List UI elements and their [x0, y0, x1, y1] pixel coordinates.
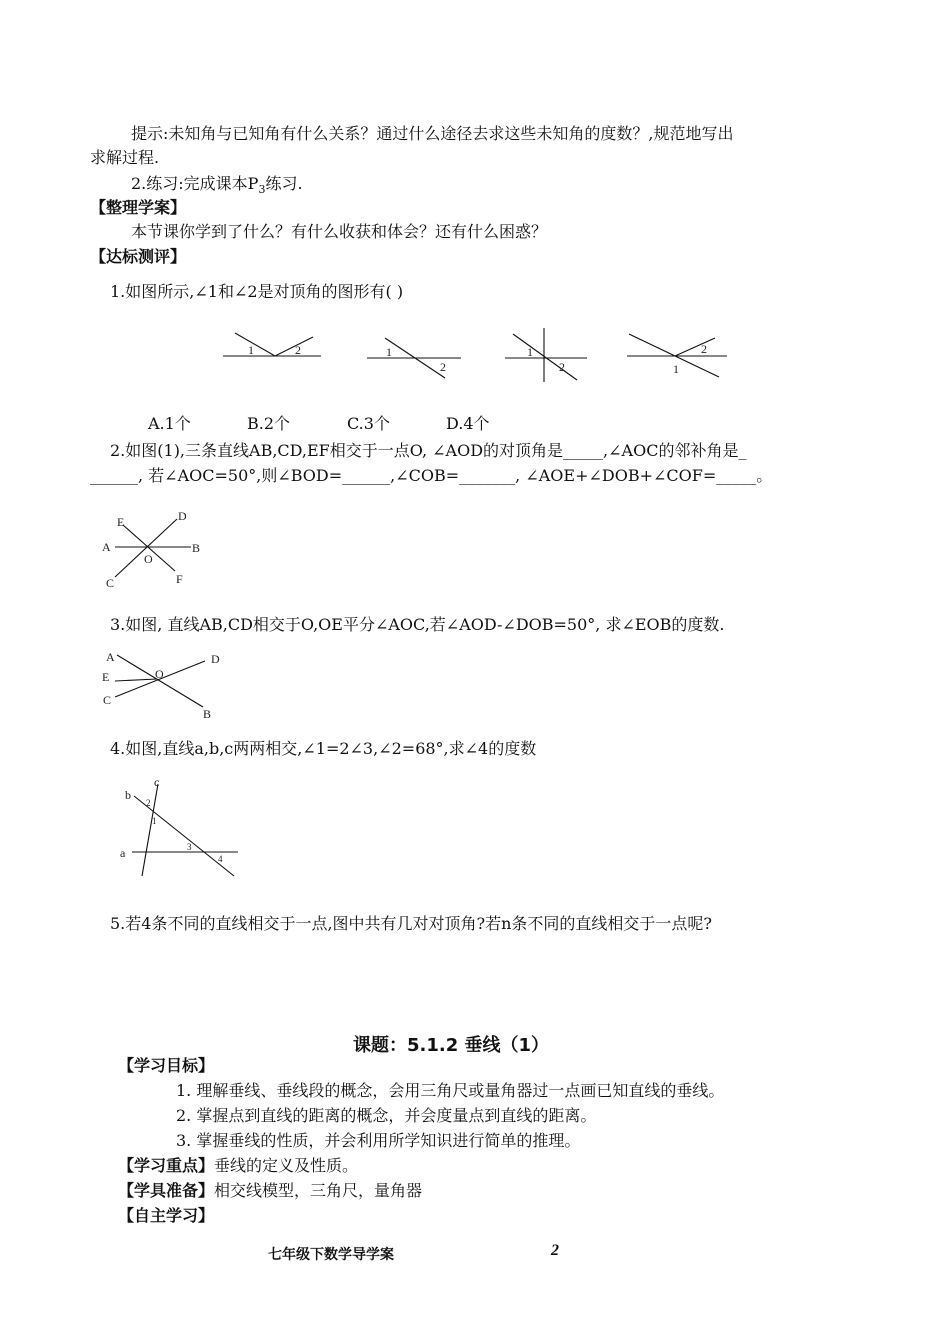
footer-text: 七年级下数学导学案 — [268, 1247, 394, 1263]
goals-heading: 【学习目标】 — [118, 1056, 215, 1075]
q1-fig2-label-2: 2 — [440, 360, 446, 374]
test-heading: 【达标测评】 — [90, 247, 187, 266]
practice-prefix: 2.练习:完成课本P — [131, 174, 259, 193]
organize-heading: 【整理学案】 — [90, 198, 187, 217]
q3-label-a: A — [106, 650, 115, 664]
q1-fig1-label-1: 1 — [248, 343, 254, 357]
organize-text: 本节课你学到了什么？有什么收获和体会？还有什么困惑？ — [131, 222, 548, 241]
q3-label-d: D — [211, 652, 220, 666]
q4-label-3: 3 — [187, 842, 192, 852]
q2-label-c: C — [106, 576, 115, 590]
q5-text: 5.若4条不同的直线相交于一点,图中共有几对对顶角?若n条不同的直线相交于一点呢? — [110, 914, 712, 933]
q2-label-b: B — [192, 541, 201, 555]
q3-label-c: C — [103, 693, 112, 707]
q1-figure-1 — [223, 333, 321, 357]
tools-heading: 【学具准备】 — [118, 1181, 215, 1200]
focus-text: 垂线的定义及性质。 — [214, 1156, 359, 1175]
q4-label-a: a — [120, 846, 126, 860]
q1-figures — [215, 322, 735, 382]
q2-line-2: ______, 若∠AOC=50°,则∠BOD=______,∠COB=_______, ∠AOE+∠DOB+∠COF=_____。 — [90, 466, 773, 485]
lesson-title: 课题：5.1.2 垂线（1） — [353, 1035, 550, 1056]
q2-label-a: A — [102, 540, 111, 554]
q4-text: 4.如图,直线a,b,c两两相交,∠1=2∠3,∠2=68°,求∠4的度数 — [110, 739, 537, 758]
q3-figure — [95, 645, 235, 725]
q1-fig4-label-2: 2 — [701, 342, 707, 356]
practice-line — [131, 174, 303, 200]
goal-1: 1. 理解垂线、垂线段的概念，会用三角尺或量角器过一点画已知直线的垂线。 — [176, 1081, 725, 1100]
q1-option-a: A.1个 — [148, 414, 191, 433]
q4-label-2: 2 — [146, 798, 151, 808]
practice-subscript: 3 — [258, 183, 266, 197]
q1-option-b: B.2个 — [247, 414, 291, 433]
q1-fig2-label-1: 1 — [386, 345, 392, 359]
q1-fig3-label-2: 2 — [559, 360, 565, 374]
hint-line-1: 提示:未知角与已知角有什么关系？通过什么途径去求这些未知角的度数？,规范地写出 — [131, 124, 734, 143]
q1-figure-4 — [627, 334, 727, 377]
goal-3: 3. 掌握垂线的性质，并会利用所学知识进行简单的推理。 — [176, 1131, 581, 1150]
q4-label-1: 1 — [152, 816, 157, 826]
q4-figure — [112, 772, 252, 882]
q2-figure — [95, 505, 215, 595]
q3-label-b: B — [203, 707, 212, 721]
practice-suffix: 练习. — [265, 174, 303, 193]
q1-fig3-label-1: 1 — [527, 345, 533, 359]
focus-heading: 【学习重点】 — [118, 1156, 215, 1175]
page-number: 2 — [551, 1242, 559, 1259]
q4-label-c: c — [154, 775, 160, 789]
self-study-heading: 【自主学习】 — [118, 1206, 215, 1225]
q1-figure-3 — [505, 328, 587, 382]
goal-2: 2. 掌握点到直线的距离的概念，并会度量点到直线的距离。 — [176, 1106, 597, 1125]
q1-text: 1.如图所示,∠1和∠2是对顶角的图形有( ) — [110, 282, 404, 301]
focus-line — [118, 1156, 358, 1176]
q4-label-b: b — [125, 788, 131, 802]
q3-label-e: E — [102, 670, 110, 684]
hint-line-2: 求解过程. — [90, 148, 160, 167]
q1-fig4-label-1: 1 — [673, 362, 679, 376]
q1-option-d: D.4个 — [446, 414, 490, 433]
q1-figure-2 — [367, 338, 461, 378]
q1-option-c: C.3个 — [347, 414, 390, 433]
q2-label-d: D — [178, 509, 187, 523]
tools-text: 相交线模型，三角尺，量角器 — [214, 1181, 423, 1200]
q2-label-f: F — [176, 572, 183, 586]
q2-line-1: 2.如图(1),三条直线AB,CD,EF相交于一点O, ∠AOD的对顶角是_____,∠AOC的邻补角是_ — [110, 441, 747, 460]
q2-label-o: O — [144, 552, 153, 566]
tools-line — [118, 1181, 422, 1201]
q1-fig1-label-2: 2 — [295, 343, 301, 357]
q4-label-4: 4 — [218, 854, 223, 864]
q3-label-o: O — [155, 667, 164, 681]
q3-text: 3.如图, 直线AB,CD相交于O,OE平分∠AOC,若∠AOD-∠DOB=50°, 求∠EOB的度数. — [110, 615, 725, 634]
q2-label-e: E — [117, 515, 125, 529]
